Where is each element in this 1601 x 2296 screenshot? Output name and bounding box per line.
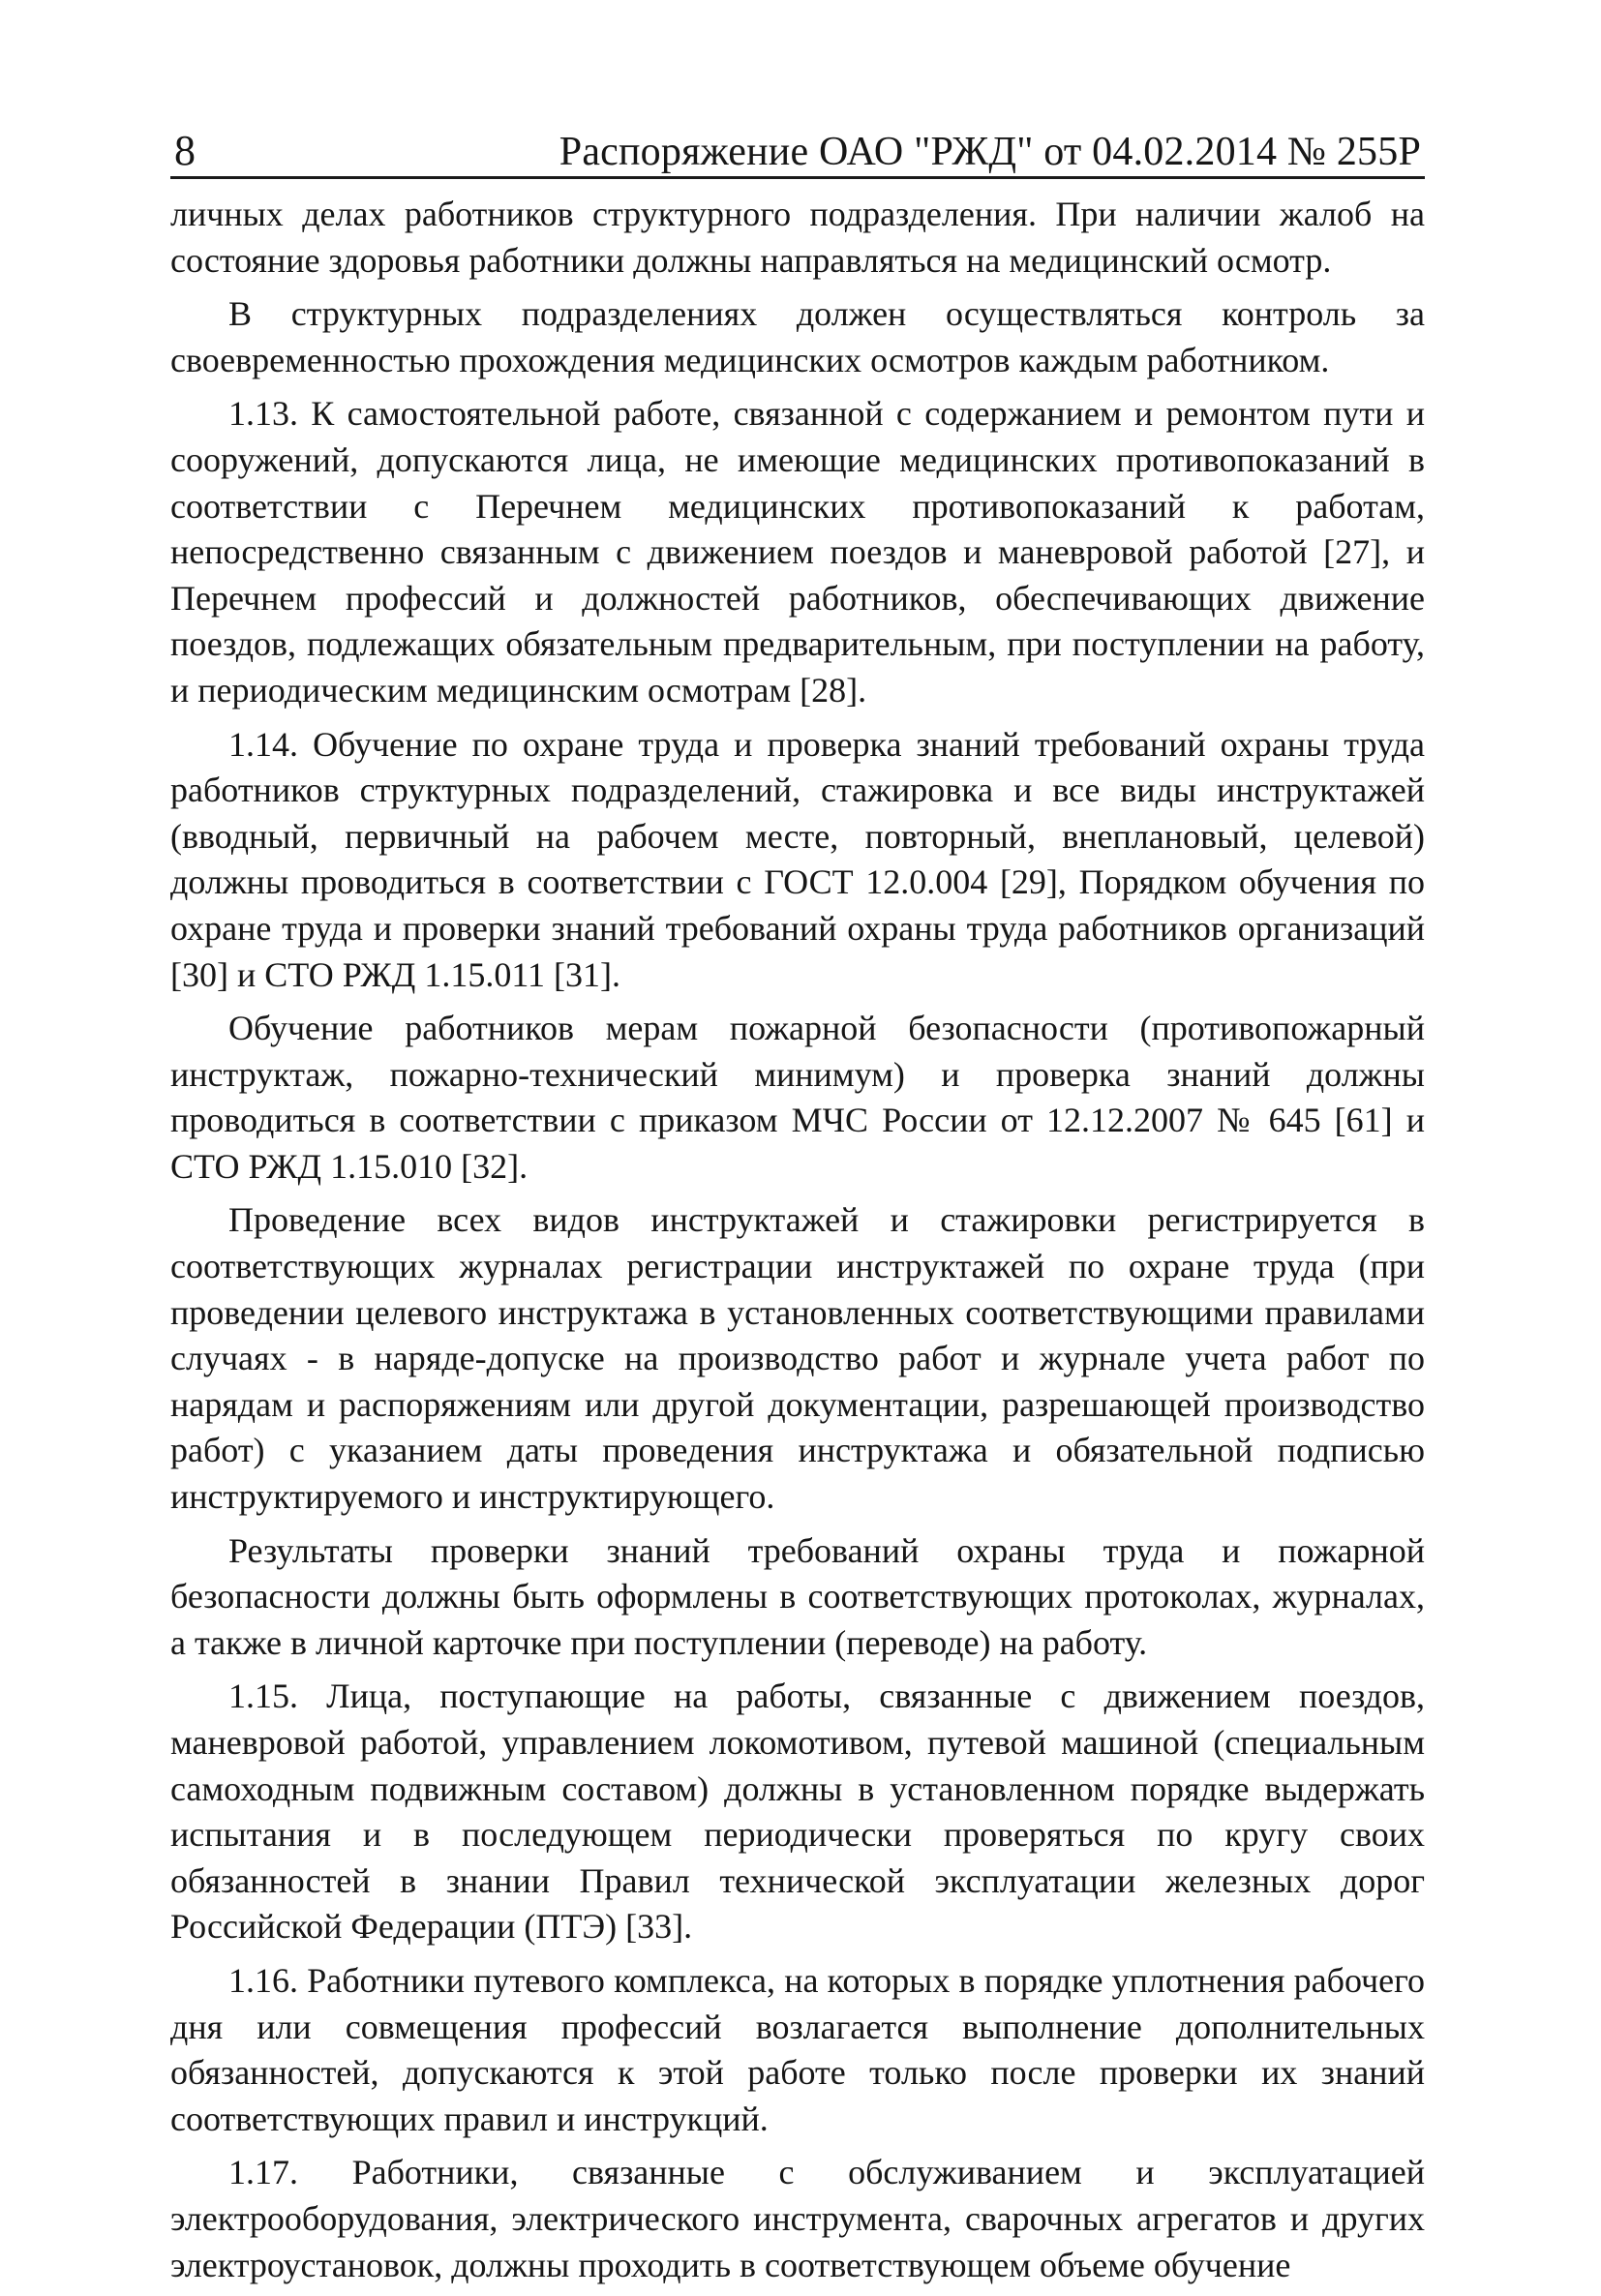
page-header [170,114,1425,179]
paragraph-3: 1.13. К самостоятельной работе, связанной с содержанием и ремонтом пути и сооружений, допускаются лица, не имеющие медицинских противопоказаний в соответствии с Перечнем медицинских противопоказаний к работам, непосредственно связанным с движением поездов и маневровой работой [27], и Перечнем профессий и должностей работников, обеспечивающих движение поездов, подлежащих обязательным предварительным, при поступлении на работу, и периодическим медицинским осмотрам [28]. [170,394,1425,710]
paragraph-7: Результаты проверки знаний требований охраны труда и пожарной безопасности должны быть оформлены в соответствующих протоколах, журналах, а также в личной карточке при поступлении (переводе) на работу. [170,1530,1425,1662]
paragraph-4: 1.14. Обучение по охране труда и проверка знаний требований охраны труда работников структурных подразделений, стажировка и все виды инструктажей (вводный, первичный на рабочем месте, повторный, внеплановый, целевой) должны проводиться в соответствии с ГОСТ 12.0.004 [29], Порядком обучения по охране труда и проверки знаний требований охраны труда работников организаций [30] и СТО РЖД 1.15.011 [31]. [170,724,1425,994]
page-number: 8 [174,127,196,174]
paragraph-8: 1.15. Лица, поступающие на работы, связанные с движением поездов, маневровой работой, управлением локомотивом, путевой машиной (специальным самоходным подвижным составом) должны в установленном порядке выдержать испытания и в последующем периодически проверяться по кругу своих обязанностей в знании Правил технической эксплуатации железных дорог Российской Федерации (ПТЭ) [33]. [170,1677,1425,1947]
paragraph-5: Обучение работников мерам пожарной безопасности (противопожарный инструктаж, пожарно-технический минимум) и проверка знаний должны проводиться в соответствии с приказом МЧС России от 12.12.2007 № 645 [61] и СТО РЖД 1.15.010 [32]. [170,1009,1425,1186]
paragraph-10: 1.17. Работники, связанные с обслуживанием и эксплуатацией электрооборудования, электрического инструмента, сварочных агрегатов и других электроустановок, должны проходить в соответствующем объеме обучение [170,2153,1425,2284]
paragraph-2: В структурных подразделениях должен осуществляться контроль за своевременностью прохождения медицинских осмотров каждым работником. [170,294,1425,379]
paragraph-6: Проведение всех видов инструктажей и стажировки регистрируется в соответствующих журналах регистрации инструктажей по охране труда (при проведении целевого инструктажа в установленных соответствующими правилами случаях - в наряде-допуске на производство работ и журнале учета работ по нарядам и распоряжениям или другой документации, разрешающей производство работ) с указанием даты проведения инструктажа и обязательной подписью инструктируемого и инструктирующего. [170,1200,1425,1517]
document-title: Распоряжение ОАО "РЖД" от 04.02.2014 № 255Р [559,130,1421,174]
paragraph-9: 1.16. Работники путевого комплекса, на которых в порядке уплотнения рабочего дня или совмещения профессий возлагается выполнение дополнительных обязанностей, допускаются к этой работе только после проверки их знаний соответствующих правил и инструкций. [170,1960,1425,2138]
paragraph-1: личных делах работников структурного подразделения. При наличии жалоб на состояние здоровья работники должны направляться на медицинский осмотр. [170,195,1425,280]
body-text [170,192,1425,2296]
